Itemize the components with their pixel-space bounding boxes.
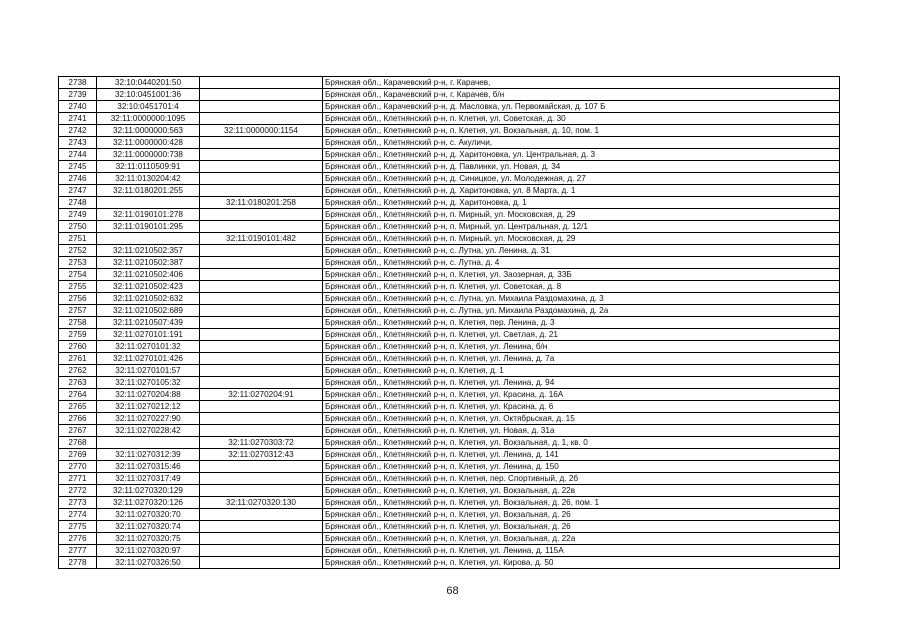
cadastral-number-cell: 32:11:0270227:90	[97, 413, 200, 425]
parent-cadastral-number-cell	[200, 485, 323, 497]
registry-table	[58, 76, 840, 569]
row-number-cell: 2740	[59, 101, 97, 113]
parent-cadastral-number-cell	[200, 101, 323, 113]
row-number-cell: 2762	[59, 365, 97, 377]
parent-cadastral-number-cell	[200, 461, 323, 473]
table-row	[59, 209, 840, 221]
parent-cadastral-number-cell	[200, 377, 323, 389]
row-number-cell: 2763	[59, 377, 97, 389]
row-number-cell: 2752	[59, 245, 97, 257]
parent-cadastral-number-cell	[200, 329, 323, 341]
table-row	[59, 449, 840, 461]
cadastral-number-cell: 32:11:0000000:738	[97, 149, 200, 161]
table-row	[59, 317, 840, 329]
table-row	[59, 197, 840, 209]
parent-cadastral-number-cell	[200, 365, 323, 377]
row-number-cell: 2741	[59, 113, 97, 125]
address-cell: Брянская обл., Клетнянский р-н, п. Клетня, ул. Ленина, д. 141	[323, 449, 840, 461]
table-row	[59, 509, 840, 521]
parent-cadastral-number-cell	[200, 473, 323, 485]
table-row	[59, 473, 840, 485]
cadastral-number-cell: 32:11:0270105:32	[97, 377, 200, 389]
row-number-cell: 2748	[59, 197, 97, 209]
parent-cadastral-number-cell	[200, 413, 323, 425]
row-number-cell: 2753	[59, 257, 97, 269]
address-cell: Брянская обл., Клетнянский р-н, п. Клетня, ул. Вокзальная, д. 1, кв. 0	[323, 437, 840, 449]
row-number-cell: 2751	[59, 233, 97, 245]
row-number-cell: 2757	[59, 305, 97, 317]
cadastral-number-cell: 32:11:0270228:42	[97, 425, 200, 437]
parent-cadastral-number-cell	[200, 509, 323, 521]
cadastral-number-cell: 32:11:0270320:75	[97, 533, 200, 545]
row-number-cell: 2756	[59, 293, 97, 305]
address-cell: Брянская обл., Клетнянский р-н, п. Клетня, пер. Спортивный, д. 2б	[323, 473, 840, 485]
table-row	[59, 101, 840, 113]
row-number-cell: 2745	[59, 161, 97, 173]
table-row	[59, 113, 840, 125]
address-cell: Брянская обл., Клетнянский р-н, п. Клетня, ул. Красина, д. 6	[323, 401, 840, 413]
table-row	[59, 461, 840, 473]
parent-cadastral-number-cell	[200, 161, 323, 173]
row-number-cell: 2739	[59, 89, 97, 101]
address-cell: Брянская обл., Клетнянский р-н, п. Клетня, ул. Ленина, д. 94	[323, 377, 840, 389]
row-number-cell: 2776	[59, 533, 97, 545]
cadastral-number-cell: 32:11:0000000:563	[97, 125, 200, 137]
row-number-cell: 2772	[59, 485, 97, 497]
row-number-cell: 2764	[59, 389, 97, 401]
parent-cadastral-number-cell	[200, 173, 323, 185]
cadastral-number-cell: 32:11:0270204:88	[97, 389, 200, 401]
address-cell: Брянская обл., Клетнянский р-н, д. Харитоновка, ул. 8 Марта, д. 1	[323, 185, 840, 197]
parent-cadastral-number-cell	[200, 317, 323, 329]
address-cell: Брянская обл., Клетнянский р-н, д. Харитоновка, д. 1	[323, 197, 840, 209]
parent-cadastral-number-cell	[200, 269, 323, 281]
cadastral-number-cell: 32:11:0180201:255	[97, 185, 200, 197]
address-cell: Брянская обл., Клетнянский р-н, п. Клетня, ул. Вокзальная, д. 26	[323, 509, 840, 521]
cadastral-number-cell: 32:11:0000000:1095	[97, 113, 200, 125]
cadastral-number-cell: 32:10:0440201:50	[97, 77, 200, 89]
address-cell: Брянская обл., Клетнянский р-н, с. Акуличи,	[323, 137, 840, 149]
parent-cadastral-number-cell	[200, 533, 323, 545]
table-row	[59, 365, 840, 377]
parent-cadastral-number-cell: 32:11:0190101:482	[200, 233, 323, 245]
cadastral-number-cell: 32:11:0270101:32	[97, 341, 200, 353]
parent-cadastral-number-cell	[200, 77, 323, 89]
row-number-cell: 2744	[59, 149, 97, 161]
row-number-cell: 2761	[59, 353, 97, 365]
address-cell: Брянская обл., Клетнянский р-н, п. Клетня, ул. Заозерная, д. 33Б	[323, 269, 840, 281]
table-row	[59, 305, 840, 317]
table-row	[59, 545, 840, 557]
table-row	[59, 185, 840, 197]
row-number-cell: 2743	[59, 137, 97, 149]
address-cell: Брянская обл., Клетнянский р-н, п. Клетня, ул. Вокзальная, д. 22а	[323, 533, 840, 545]
address-cell: Брянская обл., Клетнянский р-н, п. Клетня, ул. Советская, д. 8	[323, 281, 840, 293]
table-row	[59, 437, 840, 449]
table-row	[59, 329, 840, 341]
table-row	[59, 269, 840, 281]
row-number-cell: 2749	[59, 209, 97, 221]
address-cell: Брянская обл., Клетнянский р-н, п. Клетня, ул. Ленина, д. 7а	[323, 353, 840, 365]
address-cell: Брянская обл., Клетнянский р-н, п. Клетня, ул. Ленина, д. 150	[323, 461, 840, 473]
address-cell: Брянская обл., Клетнянский р-н, п. Клетня, ул. Ленина, б/н	[323, 341, 840, 353]
parent-cadastral-number-cell: 32:11:0270312:43	[200, 449, 323, 461]
cadastral-number-cell: 32:10:0451701:4	[97, 101, 200, 113]
parent-cadastral-number-cell	[200, 257, 323, 269]
parent-cadastral-number-cell	[200, 293, 323, 305]
address-cell: Брянская обл., Клетнянский р-н, п. Клетня, ул. Вокзальная, д. 22в	[323, 485, 840, 497]
table-row	[59, 425, 840, 437]
address-cell: Брянская обл., Клетнянский р-н, п. Клетня, ул. Вокзальная, д. 26	[323, 521, 840, 533]
row-number-cell: 2773	[59, 497, 97, 509]
parent-cadastral-number-cell	[200, 149, 323, 161]
address-cell: Брянская обл., Клетнянский р-н, п. Мирный, ул. Московская, д. 29	[323, 209, 840, 221]
cadastral-number-cell: 32:11:0210502:689	[97, 305, 200, 317]
row-number-cell: 2771	[59, 473, 97, 485]
parent-cadastral-number-cell	[200, 209, 323, 221]
row-number-cell: 2769	[59, 449, 97, 461]
table-row	[59, 485, 840, 497]
address-cell: Брянская обл., Клетнянский р-н, п. Клетня, ул. Кирова, д. 50	[323, 557, 840, 569]
cadastral-number-cell: 32:11:0270312:39	[97, 449, 200, 461]
address-cell: Брянская обл., Клетнянский р-н, п. Клетня, ул. Вокзальная, д. 26, пом. 1	[323, 497, 840, 509]
cadastral-number-cell: 32:11:0270101:191	[97, 329, 200, 341]
cadastral-number-cell: 32:11:0270326:50	[97, 557, 200, 569]
cadastral-number-cell	[97, 197, 200, 209]
table-row	[59, 173, 840, 185]
row-number-cell: 2755	[59, 281, 97, 293]
parent-cadastral-number-cell: 32:11:0000000:1154	[200, 125, 323, 137]
page-number: 68	[446, 585, 459, 597]
address-cell: Брянская обл., Клетнянский р-н, п. Мирный, ул. Центральная, д. 12/1	[323, 221, 840, 233]
address-cell: Брянская обл., Карачевский р-н, г. Карачев,	[323, 77, 840, 89]
cadastral-number-cell: 32:11:0270320:126	[97, 497, 200, 509]
parent-cadastral-number-cell	[200, 557, 323, 569]
row-number-cell: 2766	[59, 413, 97, 425]
cadastral-number-cell: 32:10:0451001:36	[97, 89, 200, 101]
table-row	[59, 125, 840, 137]
table-row	[59, 413, 840, 425]
address-cell: Брянская обл., Клетнянский р-н, п. Клетня, ул. Светлая, д. 21	[323, 329, 840, 341]
cadastral-number-cell: 32:11:0270320:70	[97, 509, 200, 521]
table-row	[59, 233, 840, 245]
parent-cadastral-number-cell	[200, 281, 323, 293]
cadastral-number-cell: 32:11:0110509:91	[97, 161, 200, 173]
table-row	[59, 89, 840, 101]
cadastral-number-cell: 32:11:0210502:406	[97, 269, 200, 281]
table-row	[59, 257, 840, 269]
cadastral-number-cell: 32:11:0210502:632	[97, 293, 200, 305]
registry-table-body	[59, 77, 840, 569]
row-number-cell: 2747	[59, 185, 97, 197]
table-row	[59, 161, 840, 173]
address-cell: Брянская обл., Клетнянский р-н, с. Лутна, ул. Ленина, д. 31	[323, 245, 840, 257]
table-row	[59, 77, 840, 89]
row-number-cell: 2777	[59, 545, 97, 557]
parent-cadastral-number-cell	[200, 521, 323, 533]
address-cell: Брянская обл., Клетнянский р-н, п. Мирный, ул. Московская, д. 29	[323, 233, 840, 245]
row-number-cell: 2760	[59, 341, 97, 353]
table-row	[59, 497, 840, 509]
parent-cadastral-number-cell	[200, 341, 323, 353]
row-number-cell: 2742	[59, 125, 97, 137]
parent-cadastral-number-cell	[200, 245, 323, 257]
cadastral-number-cell: 32:11:0210507:439	[97, 317, 200, 329]
cadastral-number-cell: 32:11:0270320:97	[97, 545, 200, 557]
parent-cadastral-number-cell	[200, 137, 323, 149]
row-number-cell: 2738	[59, 77, 97, 89]
table-row	[59, 533, 840, 545]
address-cell: Брянская обл., Клетнянский р-н, с. Лутна, ул. Михаила Раздомахина, д. 2а	[323, 305, 840, 317]
address-cell: Брянская обл., Карачевский р-н, д. Масловка, ул. Первомайская, д. 107 Б	[323, 101, 840, 113]
parent-cadastral-number-cell	[200, 113, 323, 125]
table-row	[59, 245, 840, 257]
address-cell: Брянская обл., Клетнянский р-н, п. Клетня, д. 1	[323, 365, 840, 377]
address-cell: Брянская обл., Клетнянский р-н, п. Клетня, ул. Красина, д. 16А	[323, 389, 840, 401]
cadastral-number-cell: 32:11:0270101:426	[97, 353, 200, 365]
row-number-cell: 2750	[59, 221, 97, 233]
table-row	[59, 521, 840, 533]
parent-cadastral-number-cell	[200, 89, 323, 101]
table-row	[59, 557, 840, 569]
cadastral-number-cell: 32:11:0000000:428	[97, 137, 200, 149]
cadastral-number-cell: 32:11:0190101:278	[97, 209, 200, 221]
address-cell: Брянская обл., Клетнянский р-н, п. Клетня, ул. Ленина, д. 115А	[323, 545, 840, 557]
row-number-cell: 2770	[59, 461, 97, 473]
row-number-cell: 2767	[59, 425, 97, 437]
row-number-cell: 2775	[59, 521, 97, 533]
table-row	[59, 389, 840, 401]
cadastral-number-cell: 32:11:0270320:74	[97, 521, 200, 533]
cadastral-number-cell: 32:11:0190101:295	[97, 221, 200, 233]
parent-cadastral-number-cell	[200, 425, 323, 437]
parent-cadastral-number-cell	[200, 185, 323, 197]
cadastral-number-cell: 32:11:0270315:46	[97, 461, 200, 473]
cadastral-number-cell: 32:11:0270101:57	[97, 365, 200, 377]
parent-cadastral-number-cell	[200, 353, 323, 365]
parent-cadastral-number-cell: 32:11:0270204:91	[200, 389, 323, 401]
address-cell: Брянская обл., Клетнянский р-н, с. Лутна, ул. Михаила Раздомахина, д. 3	[323, 293, 840, 305]
parent-cadastral-number-cell: 32:11:0270320:130	[200, 497, 323, 509]
parent-cadastral-number-cell	[200, 305, 323, 317]
cadastral-number-cell: 32:11:0130204:42	[97, 173, 200, 185]
address-cell: Брянская обл., Карачевский р-н, г. Карачев, б/н	[323, 89, 840, 101]
cadastral-number-cell: 32:11:0270317:49	[97, 473, 200, 485]
table-row	[59, 377, 840, 389]
cadastral-number-cell: 32:11:0210502:423	[97, 281, 200, 293]
parent-cadastral-number-cell	[200, 221, 323, 233]
row-number-cell: 2765	[59, 401, 97, 413]
parent-cadastral-number-cell: 32:11:0180201:258	[200, 197, 323, 209]
row-number-cell: 2774	[59, 509, 97, 521]
address-cell: Брянская обл., Клетнянский р-н, п. Клетня, пер. Ленина, д. 3	[323, 317, 840, 329]
table-row	[59, 149, 840, 161]
address-cell: Брянская обл., Клетнянский р-н, д. Павлинки, ул. Новая, д. 34	[323, 161, 840, 173]
table-row	[59, 353, 840, 365]
address-cell: Брянская обл., Клетнянский р-н, п. Клетня, ул. Вокзальная, д. 10, пом. 1	[323, 125, 840, 137]
table-row	[59, 341, 840, 353]
row-number-cell: 2746	[59, 173, 97, 185]
row-number-cell: 2778	[59, 557, 97, 569]
row-number-cell: 2759	[59, 329, 97, 341]
parent-cadastral-number-cell: 32:11:0270303:72	[200, 437, 323, 449]
cadastral-number-cell: 32:11:0270212:12	[97, 401, 200, 413]
parent-cadastral-number-cell	[200, 545, 323, 557]
address-cell: Брянская обл., Клетнянский р-н, п. Клетня, ул. Октябрьская, д. 15	[323, 413, 840, 425]
row-number-cell: 2758	[59, 317, 97, 329]
table-row	[59, 137, 840, 149]
cadastral-number-cell	[97, 233, 200, 245]
cadastral-number-cell	[97, 437, 200, 449]
parent-cadastral-number-cell	[200, 401, 323, 413]
cadastral-number-cell: 32:11:0210502:357	[97, 245, 200, 257]
table-row	[59, 293, 840, 305]
address-cell: Брянская обл., Клетнянский р-н, п. Клетня, ул. Советская, д. 30	[323, 113, 840, 125]
address-cell: Брянская обл., Клетнянский р-н, с. Лутна, д. 4	[323, 257, 840, 269]
cadastral-number-cell: 32:11:0270320:129	[97, 485, 200, 497]
address-cell: Брянская обл., Клетнянский р-н, п. Клетня, ул. Новая, д. 31а	[323, 425, 840, 437]
table-row	[59, 221, 840, 233]
cadastral-number-cell: 32:11:0210502:387	[97, 257, 200, 269]
row-number-cell: 2754	[59, 269, 97, 281]
address-cell: Брянская обл., Клетнянский р-н, д. Харитоновка, ул. Центральная, д. 3	[323, 149, 840, 161]
address-cell: Брянская обл., Клетнянский р-н, д. Синицкое, ул. Молодежная, д. 27	[323, 173, 840, 185]
table-row	[59, 401, 840, 413]
row-number-cell: 2768	[59, 437, 97, 449]
table-row	[59, 281, 840, 293]
